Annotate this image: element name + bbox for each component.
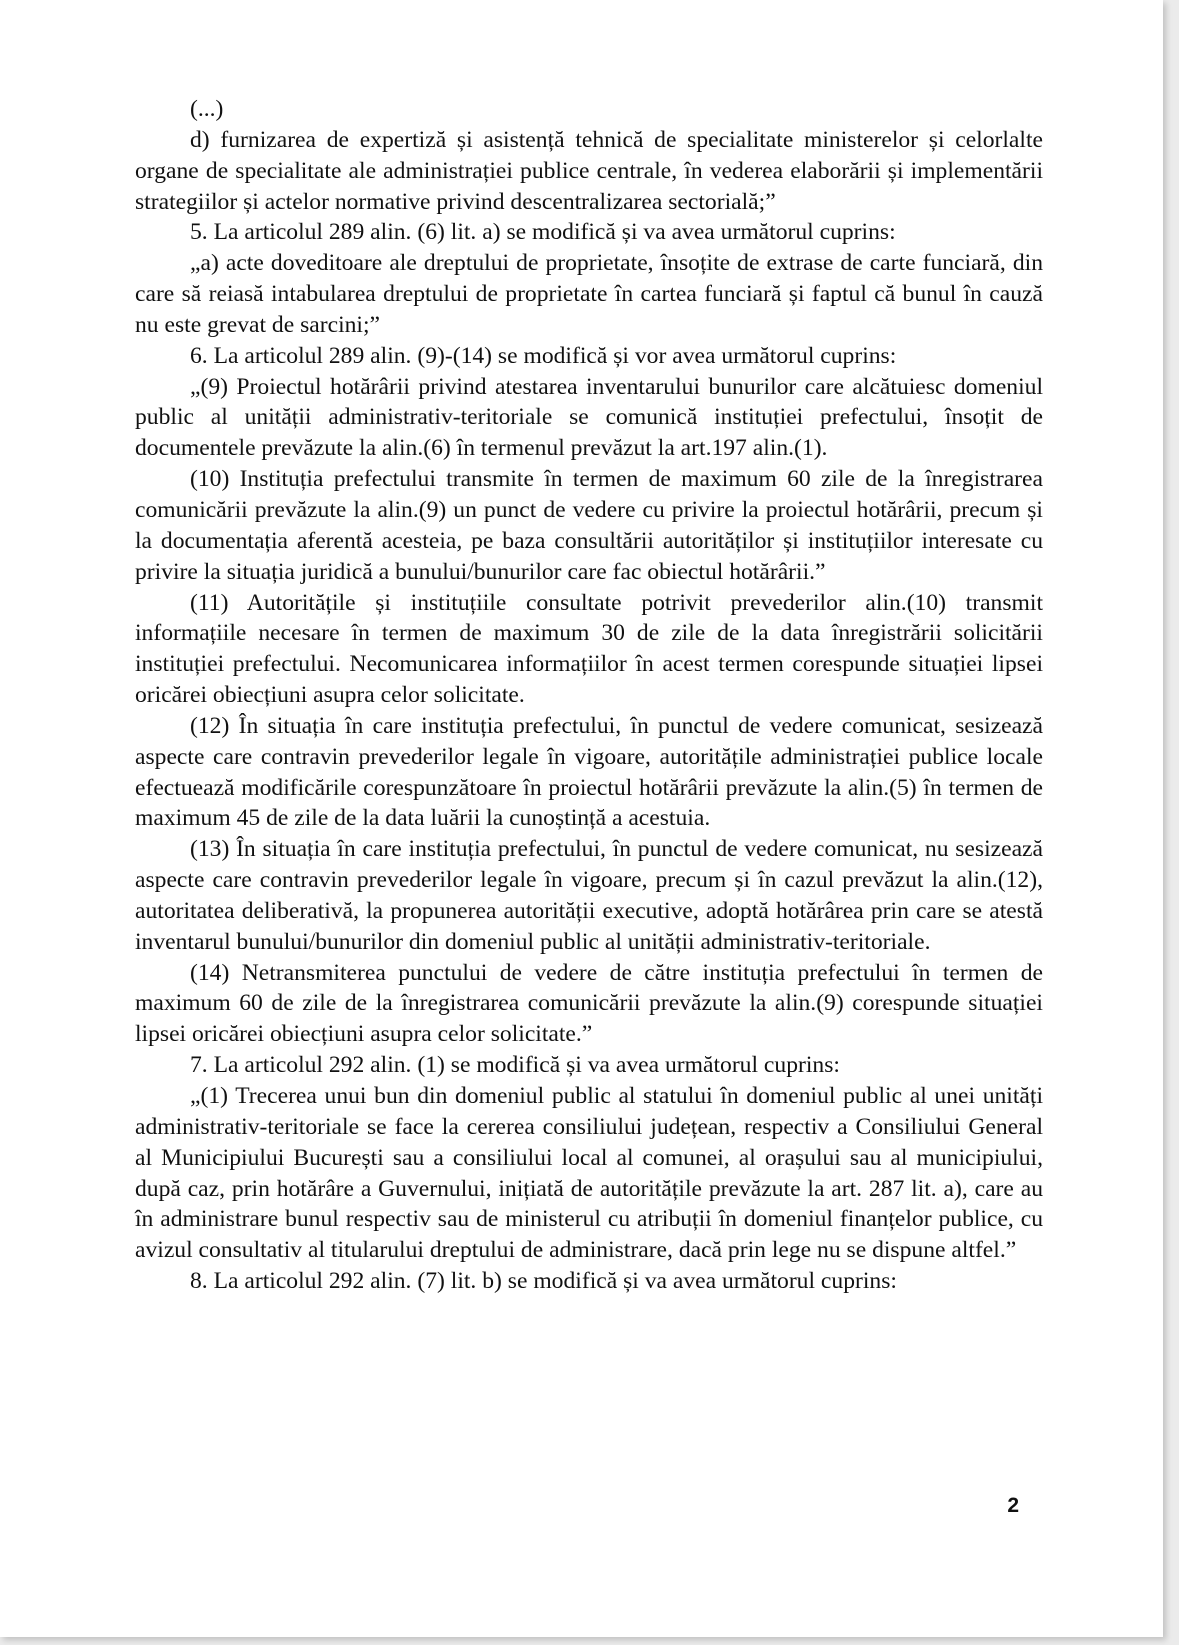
paragraph-alin-10: (10) Instituția prefectului transmite în termen de maximum 60 zile de la înregistrarea comunicării prevăzute la alin.(9) un punct de vedere cu privire la proiectul hotărârii, precum și la documentația aferentă acesteia, pe baza consultării autorităților și instituțiilor interesate cu privire la situația juridică a bunului/bunurilor care fac obiectul hotărârii.” bbox=[135, 466, 1043, 585]
paragraph-point-7: 7. La articolul 292 alin. (1) se modifică și va avea următorul cuprins: bbox=[190, 1052, 840, 1079]
paragraph-alin-9: „(9) Proiectul hotărârii privind atestarea inventarului bunurilor care alcătuiesc domeniul public al unității administrativ-teritoriale se comunică instituției prefectului, însoțit de documentele prevăzute la alin.(6) în termenul prevăzut la art.197 alin.(1). bbox=[135, 373, 1043, 462]
paragraph-ellipsis: (...) bbox=[190, 96, 224, 122]
paragraph-letter-a: „a) acte doveditoare ale dreptului de proprietate, însoțite de extrase de carte funciară, din care să reiasă intabularea dreptului de proprietate în cartea funciară și faptul că bunul în cauză nu este grevat de sarcini;” bbox=[135, 250, 1043, 338]
paragraph-point-6: 6. La articolul 289 alin. (9)-(14) se modifică și vor avea următorul cuprins: bbox=[190, 342, 897, 369]
paragraph-alin-12: (12) În situația în care instituția prefectului, în punctul de vedere comunicat, sesizează aspecte care contravin prevederilor legale în vigoare, autoritățile administrației publice locale efectuează modificările corespunzătoare în proiectul hotărârii prevăzute la alin.(5) în termen de maximum 45 de zile de la data luării la cunoștință a acestuia. bbox=[135, 712, 1043, 832]
paragraph-point-5: 5. La articolul 289 alin. (6) lit. a) se modifică și va avea următorul cuprins: bbox=[190, 219, 896, 246]
document-body bbox=[135, 94, 1043, 1297]
paragraph-alin-1: „(1) Trecerea unui bun din domeniul public al statului în domeniul public al unei unități administrativ-teritoriale se face la cererea consiliului județean, respectiv a Consiliului General al Municipiului București sau a consiliului local al comunei, al orașului sau al municipiului, după caz, prin hotărâre a Guvernului, inițiată de autoritățile prevăzute la art. 287 lit. a), care au în administrare bunul respectiv sau de ministerul cu atribuții în domeniul finanțelor publice, cu avizul consultativ al titularului dreptului de administrare, dacă prin lege nu se dispune altfel.” bbox=[135, 1083, 1043, 1264]
paragraph-alin-11: (11) Autoritățile și instituțiile consultate potrivit prevederilor alin.(10) transmit informațiile necesare în termen de maximum 30 de zile de la data înregistrării solicitării instituției prefectului. Necomunicarea informațiilor în acest termen corespunde situației lipsei oricărei obiecțiuni asupra celor solicitate. bbox=[135, 589, 1043, 709]
page-number: 2 bbox=[1007, 1494, 1019, 1517]
paragraph-alin-14: (14) Netransmiterea punctului de vedere de către instituția prefectului în termen de maximum 60 de zile de la înregistrarea comunicării prevăzute la alin.(9) corespunde situației lipsei oricărei obiecțiuni asupra celor solicitate.” bbox=[135, 959, 1043, 1048]
paragraph-letter-d: d) furnizarea de expertiză și asistență tehnică de specialitate ministerelor și celorlalte organe de specialitate ale administrației publice centrale, în vederea elaborării și implementării strategiilor și actelor normative privind descentralizarea sectorială;” bbox=[135, 126, 1043, 215]
paragraph-point-8: 8. La articolul 292 alin. (7) lit. b) se modifică și va avea următorul cuprins: bbox=[190, 1268, 897, 1295]
paragraph-alin-13: (13) În situația în care instituția prefectului, în punctul de vedere comunicat, nu sesizează aspecte care contravin prevederilor legale în vigoare, precum și în cazul prevăzut la alin.(12), autoritatea deliberativă, la propunerea autorității executive, adoptă hotărârea prin care se atestă inventarul bunului/bunurilor din domeniul public al unității administrativ-teritoriale. bbox=[135, 836, 1043, 955]
